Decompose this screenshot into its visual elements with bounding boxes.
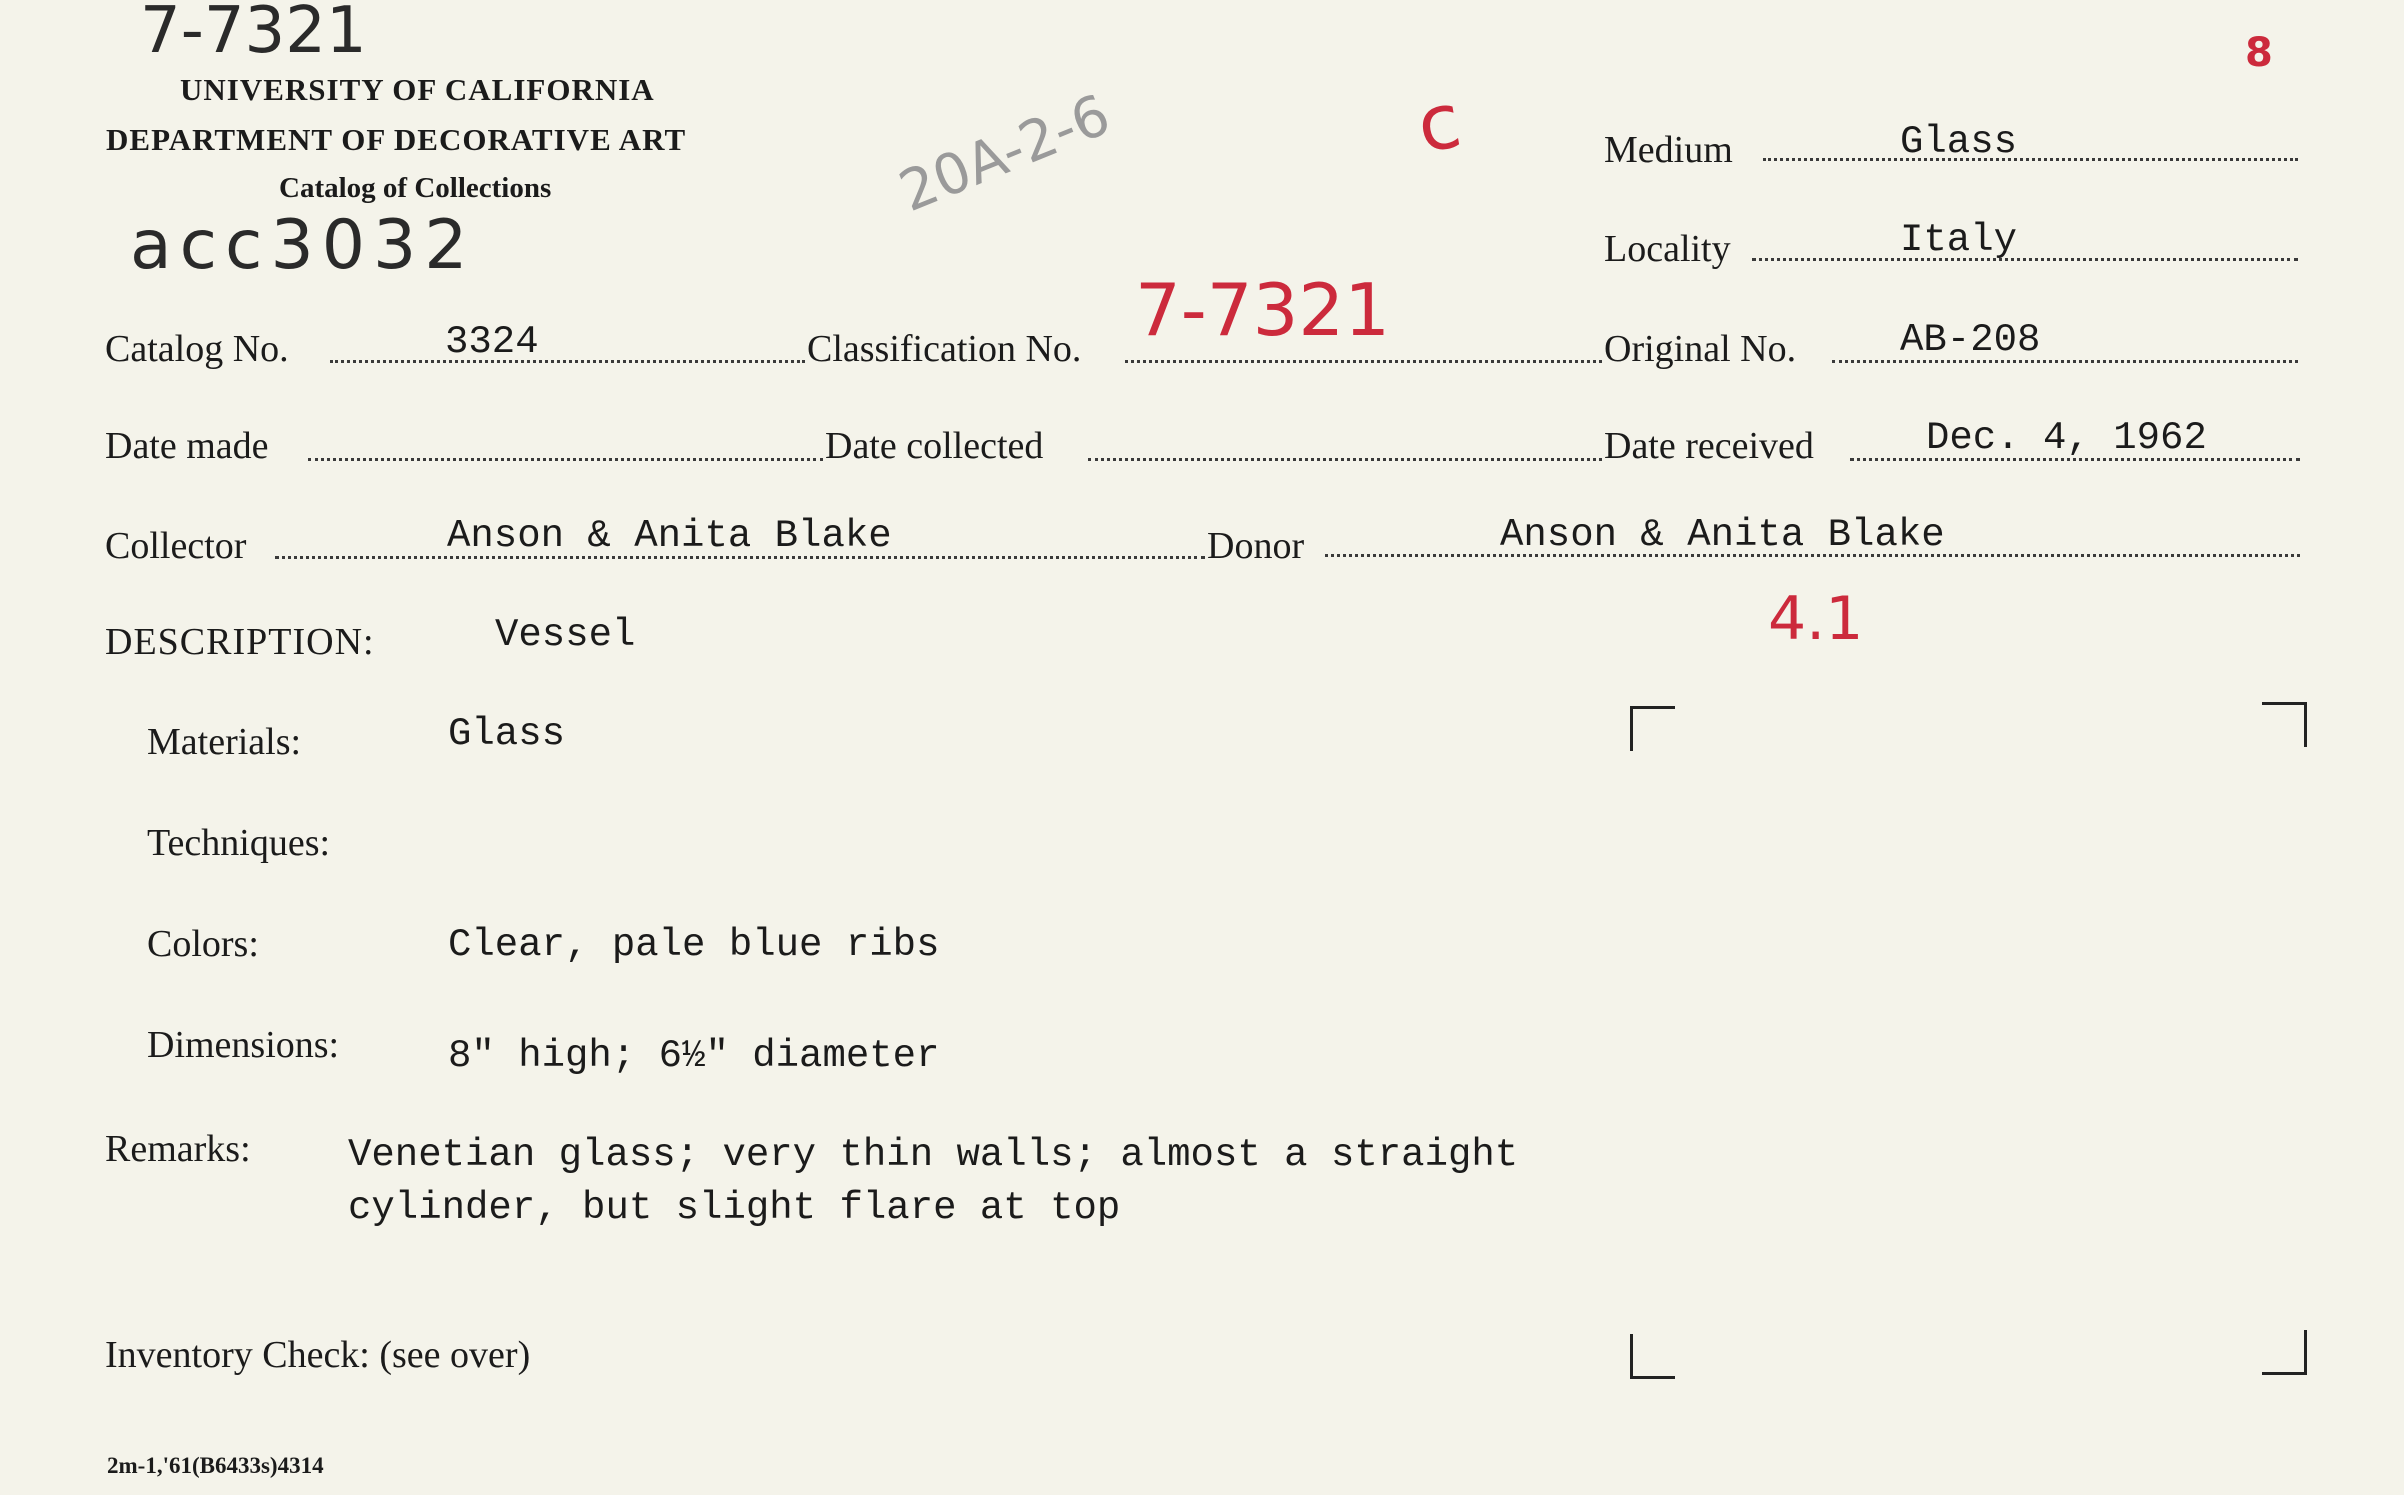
institution-name: UNIVERSITY OF CALIFORNIA (180, 72, 655, 107)
collector-value: Anson & Anita Blake (447, 514, 892, 558)
description-value: Vessel (495, 613, 636, 657)
original-no-value: AB-208 (1900, 318, 2041, 362)
materials-value: Glass (448, 712, 566, 756)
pencil-location-note: 20A-2-6 (890, 82, 1119, 225)
remarks-line-2: cylinder, but slight flare at top (348, 1186, 1121, 1230)
techniques-label: Techniques: (147, 822, 331, 864)
catalog-no-value: 3324 (445, 320, 539, 364)
photo-corner-top-left (1630, 706, 1675, 751)
description-label: DESCRIPTION: (105, 621, 375, 663)
original-no-label: Original No. (1604, 328, 1797, 370)
locality-value: Italy (1900, 218, 2018, 262)
corner-number-mark: 8 (2245, 30, 2273, 76)
date-collected-label: Date collected (825, 425, 1044, 467)
remarks-label: Remarks: (105, 1128, 251, 1170)
colors-value: Clear, pale blue ribs (448, 923, 940, 967)
locality-label: Locality (1604, 228, 1731, 270)
colors-label: Colors: (147, 923, 259, 965)
classification-no-line (1125, 360, 1602, 363)
photo-corner-bottom-right (2262, 1330, 2307, 1375)
classification-no-value: 7-7321 (1135, 268, 1391, 352)
medium-line (1763, 158, 2298, 161)
handwritten-acc-number: acc3032 (130, 206, 476, 285)
remarks-line-1: Venetian glass; very thin walls; almost a straight (348, 1133, 1519, 1177)
catalog-no-line (330, 360, 805, 363)
red-check-mark: c (1410, 75, 1468, 170)
date-received-label: Date received (1604, 425, 1814, 467)
photo-corner-bottom-left (1630, 1334, 1675, 1379)
red-annotation: 4.1 (1768, 584, 1864, 654)
donor-label: Donor (1207, 525, 1305, 567)
catalog-no-label: Catalog No. (105, 328, 289, 370)
materials-label: Materials: (147, 721, 302, 763)
donor-value: Anson & Anita Blake (1500, 513, 1945, 557)
classification-no-label: Classification No. (807, 328, 1082, 370)
collector-label: Collector (105, 525, 247, 567)
department-name: DEPARTMENT OF DECORATIVE ART (106, 122, 687, 157)
date-made-label: Date made (105, 425, 269, 467)
catalog-title: Catalog of Collections (279, 172, 552, 204)
medium-label: Medium (1604, 129, 1733, 171)
locality-line (1752, 258, 2298, 261)
dimensions-label: Dimensions: (147, 1024, 340, 1066)
date-collected-line (1088, 458, 1602, 461)
print-code: 2m-1,'61(B6433s)4314 (107, 1453, 324, 1478)
date-received-value: Dec. 4, 1962 (1926, 416, 2207, 460)
date-made-line (308, 458, 823, 461)
medium-value: Glass (1900, 120, 2018, 164)
inventory-check: Inventory Check: (see over) (105, 1334, 531, 1376)
photo-corner-top-right (2262, 702, 2307, 747)
dimensions-value: 8" high; 6½" diameter (448, 1034, 940, 1078)
handwritten-top-number: 7-7321 (140, 0, 367, 68)
